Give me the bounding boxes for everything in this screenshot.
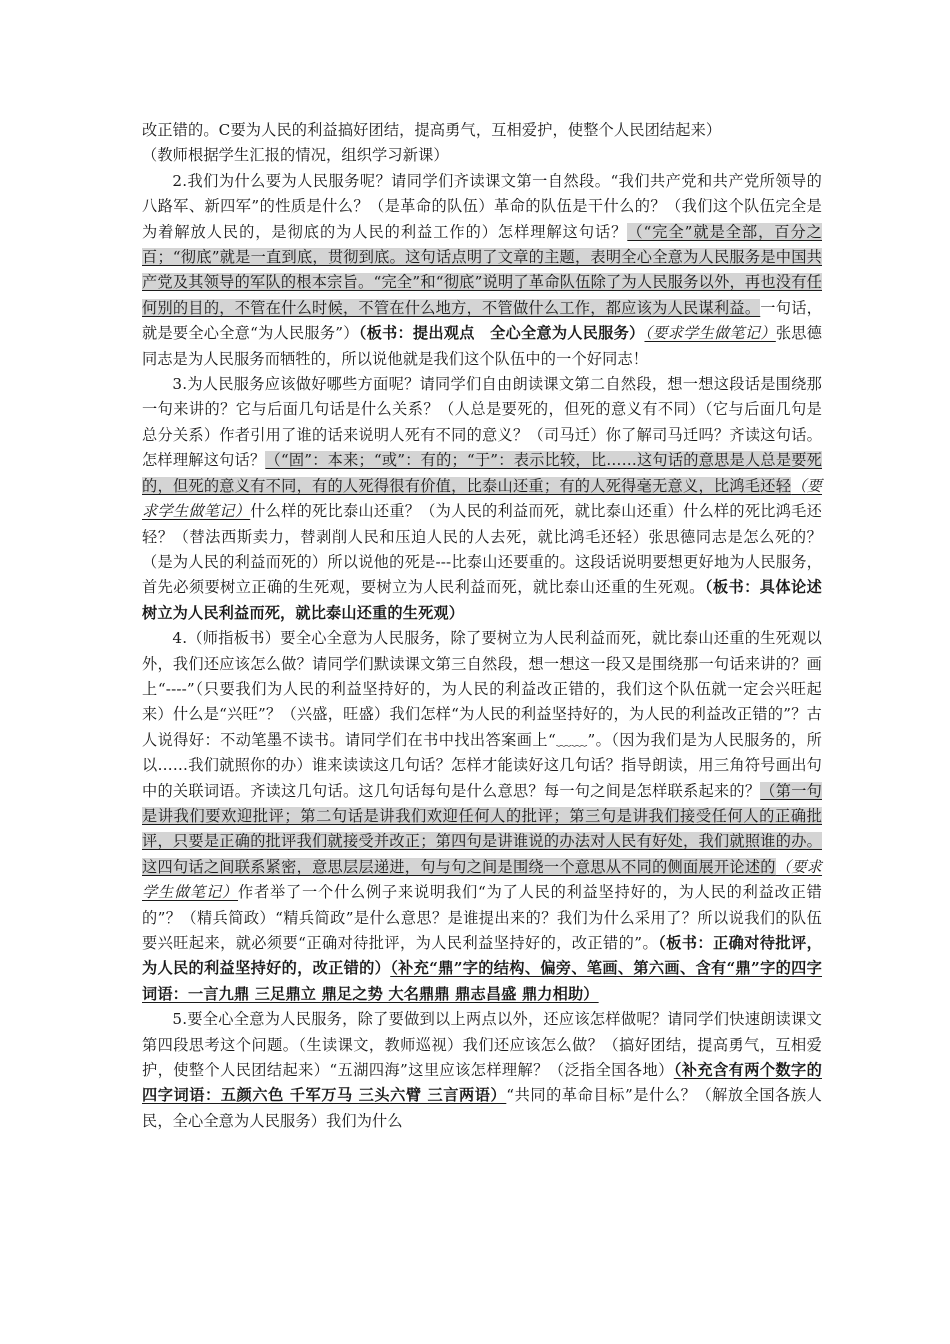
note-reminder: （要求学生做笔记） <box>142 476 822 521</box>
text-run: 作者举了一个什么例子来说明我们“为了人民的利益坚持好的，为人民的利益改正错的”？（精兵简政）“精兵简政”是什么意思？是谁提出来的？我们为什么采用了？所以说我们的队伍要兴旺起来，就必须要“正确对待批评，为人民利益坚持好的，改正错的”。 <box>142 883 822 952</box>
highlighted-explanation: （第一句是讲我们要欢迎批评；第二句话是讲我们欢迎任何人的批评；第三句是讲我们接受任何人的正确批评，只要是正确的批评我们就接受并改正；第四句是讲谁说的办法对人民有好处，我们就照谁的办。这四句话之间联系紧密，意思层层递进，句与句之间是围绕一个意思从不同的侧面展开论述的 <box>142 781 822 876</box>
paragraph-4 <box>142 626 822 1007</box>
text-run: 5.要全心全意为人民服务，除了要做到以上两点以外，还应该怎样做呢？请同学们快速朗读课文第四段思考这个问题。（生读课文，教师巡视）我们还应该怎么做？（搞好团结，提高勇气，互相爱护，使整个人民团结起来）“五湖四海”这里应该怎样理解？（泛指全国各地） <box>142 1010 822 1080</box>
highlighted-explanation: （“完全”就是全部，百分之百；“彻底”就是一直到底，贯彻到底。这句话点明了文章的主题，表明全心全意为人民服务是中国共产党及其领导的军队的根本宗旨。“完全”和“彻底”说明了革命队伍除了为人民服务以外，再也没有任何别的目的，不管在什么时候，不管在什么地方，不管做什么工作，都应该为人民谋利益。 <box>142 222 822 317</box>
text-run: 张思德同志是为人民服务而牺牲的，所以说他就是我们这个队伍中的一个好同志！ <box>142 324 823 368</box>
paragraph-2 <box>142 169 822 372</box>
text-run: ”。（因为我们是为人民服务的，所以……我们就照你的办）谁来读读这几句话？怎样才能读好这几句话？指导朗读，用三角符号画出句中的关联词语。齐读这几句话。这几句话每句是什么意思？每一句之间是怎样联系起来的？ <box>142 730 822 800</box>
supplement-note: （补充“鼎”字的结构、偏旁、笔画、第六画、含有“鼎”字的四字词语：一言九鼎 三足鼎立 鼎足之势 大名鼎鼎 鼎志昌盛 鼎力相助） <box>142 959 822 1003</box>
text-run: 改正错的。C要为人民的利益搞好团结，提高勇气，互相爱护，使整个人民团结起来） <box>142 121 722 139</box>
text-run: 一句话，就是要全心全意“为人民服务”） <box>142 298 822 343</box>
text-run: 3.为人民服务应该做好哪些方面呢？请同学们自由朗读课文第二自然段，想一想这段话是围绕那一句来讲的？它与后面几句话是什么关系？（人总是要死的，但死的意义有不同）（它与后面几句是总分关系）作者引用了谁的话来说明人死有不同的意义？（司马迁）你了解司马迁吗？齐读这句话。怎样理解这句话？ <box>142 375 822 470</box>
text-run: 什么样的死比泰山还重？（为人民的利益而死，就比泰山还重）什么样的死比鸿毛还轻？（替法西斯卖力，替剥削人民和压迫人民的人去死，就比鸿毛还轻）张思德同志是怎么死的？（是为人民的利益而死的）所以说他的死是---比泰山还要重的。这段话说明要想更好地为人民服务，首先必须要树立正确的生死观，要树立为人民利益而死，就比泰山还重的生死观。 <box>142 502 822 597</box>
note-reminder: （要求学生做笔记） <box>644 324 776 343</box>
text-run: 4.（师指板书）要全心全意为人民服务，除了要树立为人民利益而死，就比泰山还重的生死观以外，我们还应该怎么做？请同学们默读课文第三自然段，想一想这一段又是围绕那一句话来讲的？画上“----”（只要我们为人民的利益坚持好的，为人民的利益改正错的，我们这个队伍就一定会兴旺起来）什么是“兴旺”？（兴盛，旺盛）我们怎样“为人民的利益坚持好的，为人民的利益改正错的”？古人说得好：不动笔墨不读书。请同学们在书中找出答案画上“ <box>142 629 822 749</box>
paragraph-3 <box>142 372 838 626</box>
board-note: （板书：提出观点 全心全意为人民服务） <box>358 324 645 343</box>
board-note: （板书：具体论述 树立为人民利益而死，就比泰山还重的生死观） <box>142 578 838 622</box>
supplement-note: （补充含有两个数字的四字词语：五颜六色 千军万马 三头六臂 三言两语） <box>142 1061 822 1105</box>
paragraph-5 <box>142 1007 822 1134</box>
paragraph-continued <box>142 118 822 169</box>
highlighted-explanation: （“固”：本来；“或”：有的；“于”：表示比较，比……这句话的意思是人总是要死的，但死的意义有不同，有的人死得很有价值，比泰山还重；有的人死得毫无意义，比鸿毛还轻 <box>142 451 823 495</box>
note-reminder: （要求学生做笔记） <box>142 857 823 902</box>
text-run: （教师根据学生汇报的情况，组织学习新课） <box>142 146 449 165</box>
text-run: 2.我们为什么要为人民服务呢？请同学们齐读课文第一自然段。“我们共产党和共产党所领导的八路军、新四军”的性质是什么？（是革命的队伍）革命的队伍是干什么的？（我们这个队伍完全是为着解放人民的，是彻底的为人民的利益工作的）怎样理解这句话？ <box>142 171 822 241</box>
board-note: （板书：正确对待批评，为人民的利益坚持好的，改正错的） <box>142 934 822 978</box>
wavy-mark: ﹏﹏ <box>555 730 588 749</box>
lesson-plan-text <box>142 118 838 1134</box>
text-run: “共同的革命目标”是什么？（解放全国各族人民，全心全意为人民服务）我们为什么 <box>142 1086 822 1130</box>
